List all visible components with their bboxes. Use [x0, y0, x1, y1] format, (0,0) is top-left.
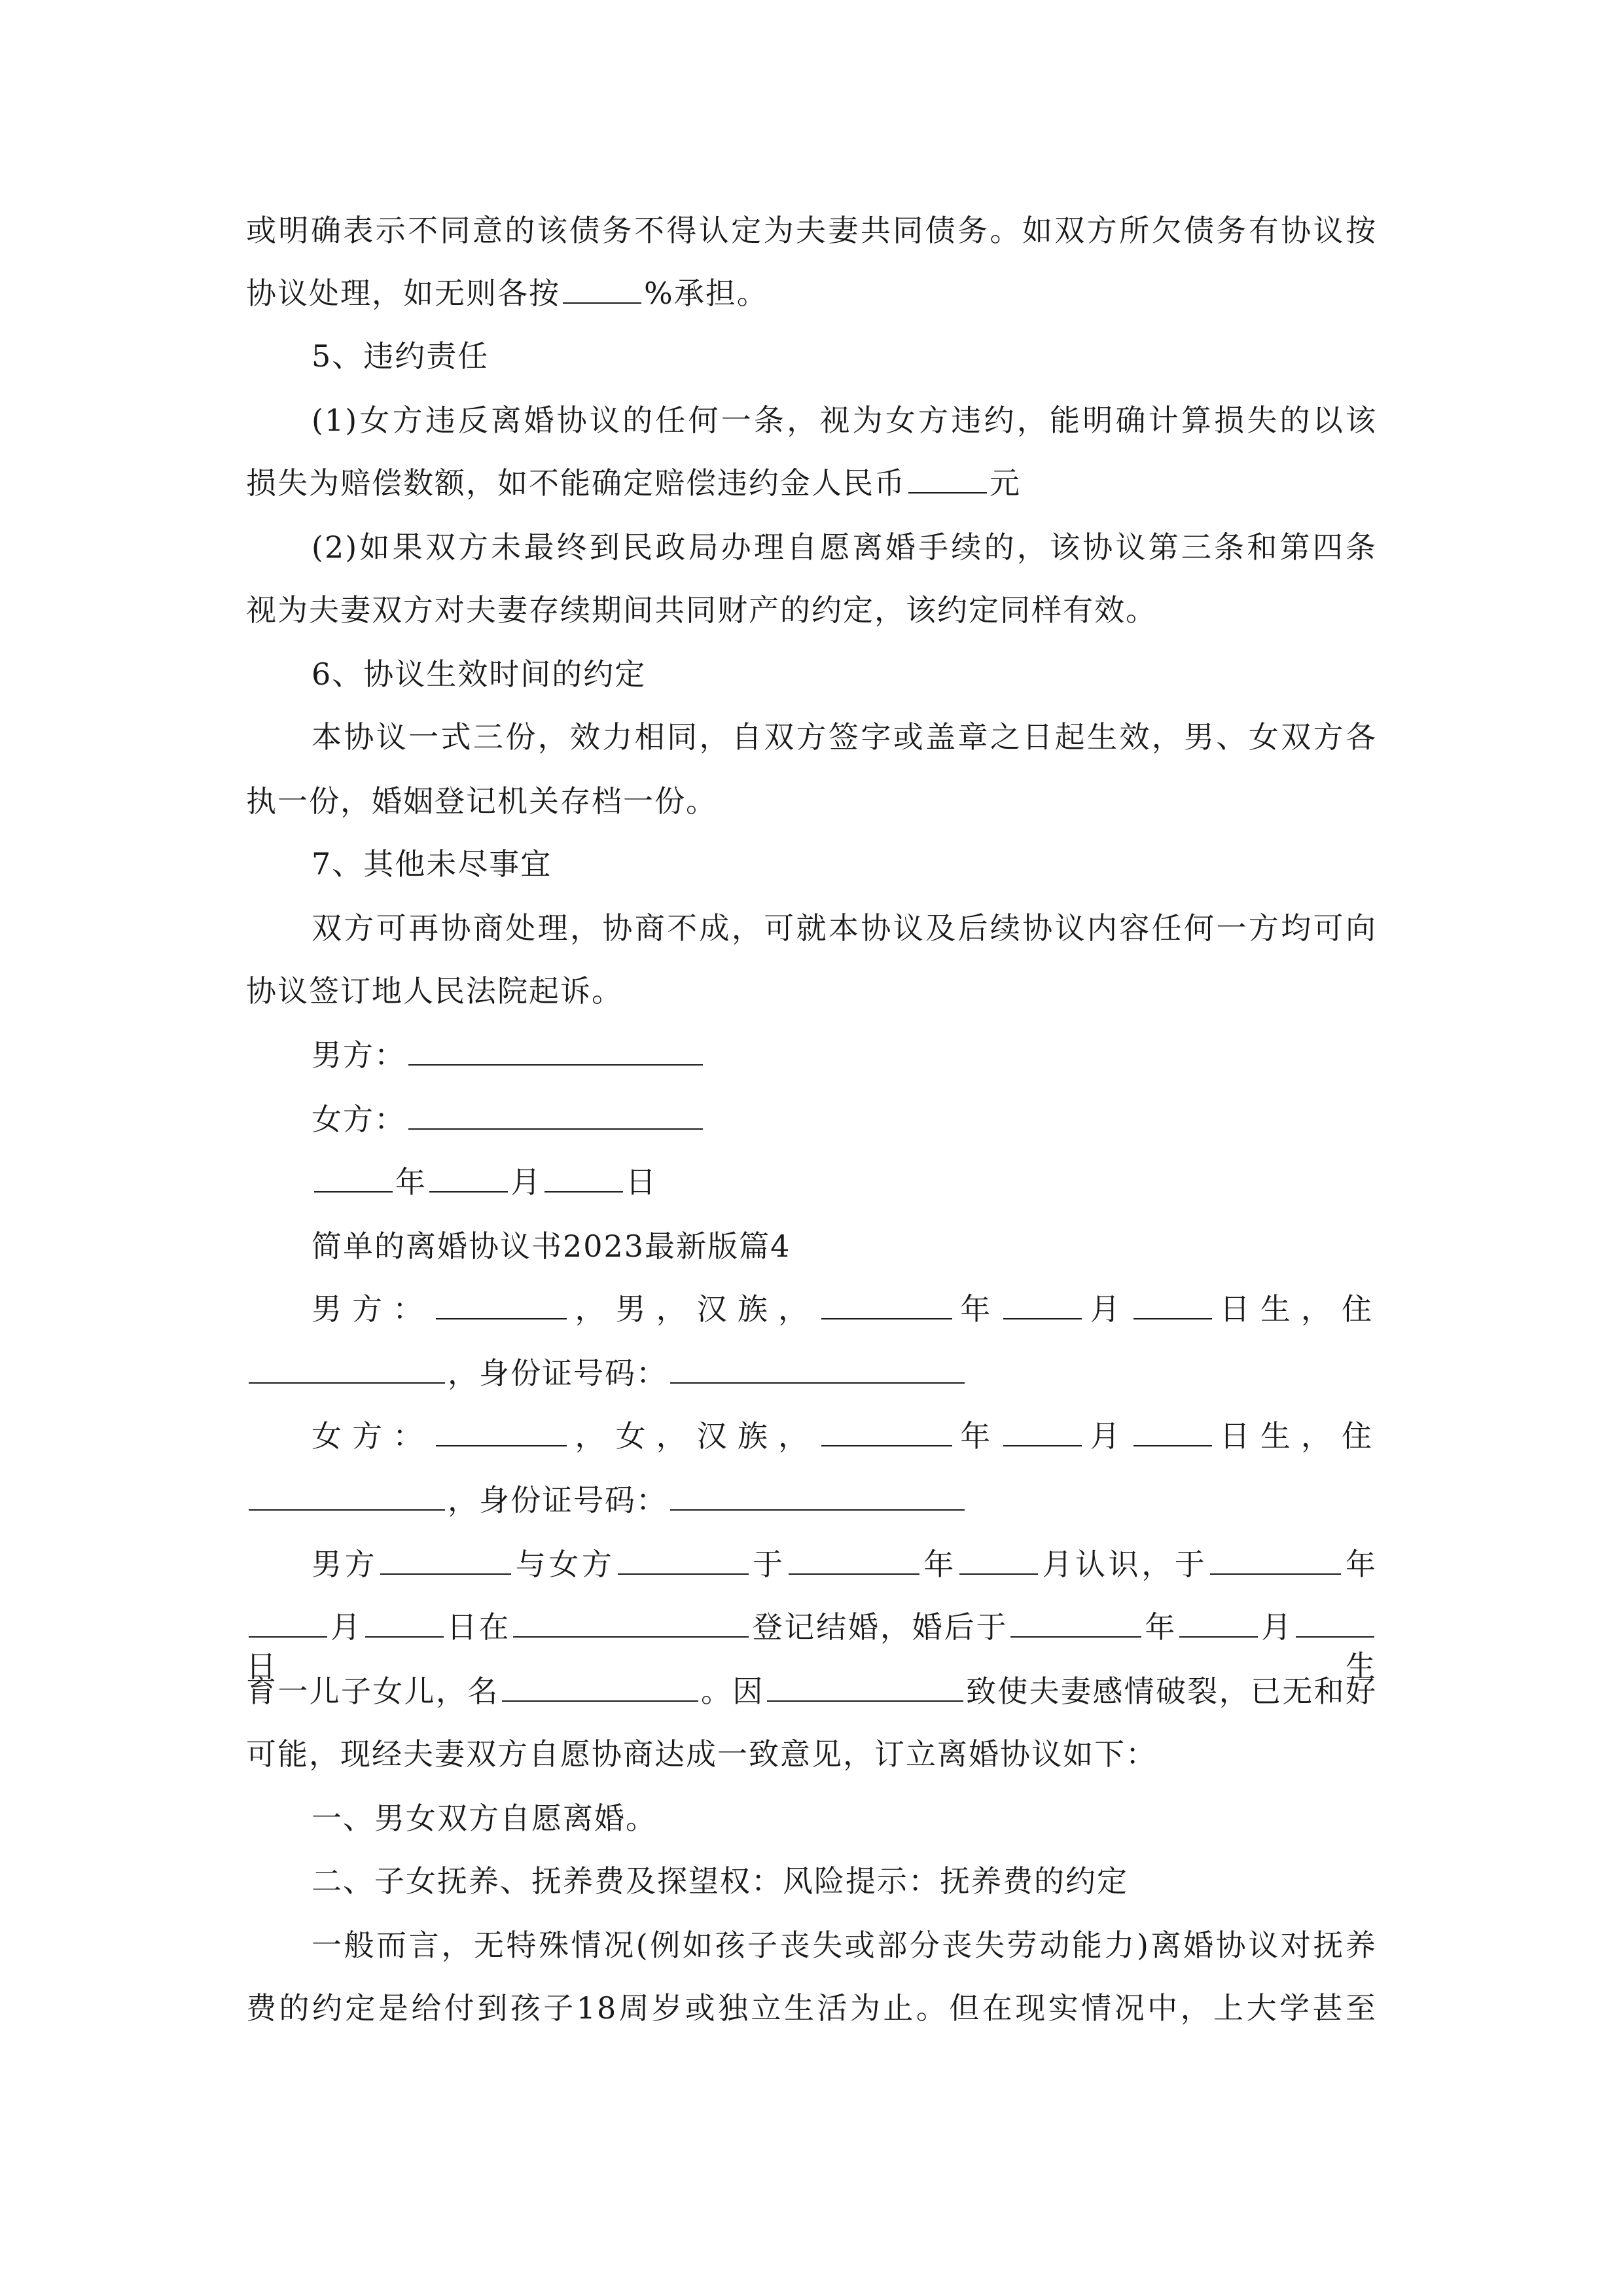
text-run: 元 [990, 465, 1021, 501]
text-run: 本协议一式三份，效力相同，自双方签字或盖章之日起生效，男、女双方各 [312, 719, 1377, 755]
section-title [312, 1227, 791, 1266]
text-run: ，男，汉族， [569, 1291, 819, 1327]
text-run: 视为夫妻双方对夫妻存续期间共同财产的约定，该约定同样有效。 [246, 592, 1157, 628]
text-run: 二、子女抚养、抚养费及探望权：风险提示：抚养费的约定 [312, 1863, 1128, 1899]
fill-blank [1179, 1607, 1258, 1638]
fill-blank [908, 463, 987, 493]
section-heading [312, 336, 489, 376]
text-run: (1)女方违反离婚协议的任何一条，视为女方违约，能明确计算损失的以该 [312, 403, 1377, 438]
text-run: (2)如果双方未最终到民政局办理自愿离婚手续的，该协议第三条和第四条 [312, 529, 1377, 565]
fill-blank [670, 1354, 965, 1384]
paragraph-line [312, 908, 1377, 948]
text-run: 5、违约责任 [312, 338, 490, 374]
fill-blank [249, 1354, 445, 1384]
text-run: 日 [626, 1164, 657, 1200]
text-run: 日生，住 [1214, 1291, 1378, 1327]
text-run: 执一份，婚姻登记机关存档一份。 [246, 783, 717, 819]
paragraph-line [246, 1988, 1377, 2028]
text-run: 月 [1260, 1609, 1294, 1645]
text-run: 一、男女双方自愿离婚。 [312, 1801, 657, 1836]
fill-blank [544, 1162, 623, 1193]
fill-blank [959, 1545, 1038, 1575]
fill-blank [249, 1607, 327, 1638]
fill-blank [618, 1545, 749, 1575]
paragraph-line [246, 590, 1157, 630]
paragraph-line [246, 274, 768, 313]
text-run: 月 [510, 1164, 542, 1200]
fill-blank [1133, 1289, 1212, 1319]
text-run: 双方可再协商处理，协商不成，可就本协议及后续协议内容任何一方均可向 [312, 910, 1377, 946]
text-run: 与女方 [514, 1547, 615, 1582]
fill-blank [314, 1162, 393, 1193]
text-run: ，身份证号码： [448, 1482, 668, 1518]
fill-blank [502, 1672, 698, 1702]
paragraph-line [312, 1799, 657, 1838]
paragraph-line [246, 1672, 1377, 1711]
date-line [312, 1162, 657, 1202]
signature-line-female [312, 1100, 705, 1139]
text-run: 登记结婚，婚后于 [751, 1609, 1008, 1645]
paragraph-line [312, 1289, 1377, 1329]
paragraph-line [246, 1480, 967, 1520]
text-run: 费的约定是给付到孩子18周岁或独立生活为止。但在现实情况中，上大学甚至 [246, 1990, 1377, 2026]
fill-blank [436, 1289, 567, 1319]
text-run: 年 [395, 1164, 427, 1200]
text-run: 7、其他未尽事宜 [312, 846, 552, 882]
text-run: 年 [921, 1547, 957, 1582]
text-run: 男方： [312, 1291, 434, 1327]
paragraph-line [312, 528, 1377, 567]
text-run: 女方： [312, 1418, 434, 1454]
fill-blank [563, 274, 641, 304]
fill-blank [1210, 1545, 1341, 1575]
text-run: 日在 [446, 1609, 511, 1645]
text-run: 日生，住 [1214, 1418, 1378, 1454]
fill-blank [1003, 1416, 1082, 1446]
text-run: 损失为赔偿数额，如不能确定赔偿违约金人民币 [246, 465, 906, 501]
fill-blank [1010, 1607, 1141, 1638]
text-run: 月 [1084, 1418, 1131, 1454]
fill-blank [513, 1607, 749, 1638]
paragraph-line [312, 1926, 1377, 1965]
text-run: 可能，现经夫妻双方自愿协商达成一致意见，订立离婚协议如下： [246, 1736, 1157, 1772]
text-run: 6、协议生效时间的约定 [312, 656, 647, 692]
paragraph-line [312, 401, 1377, 440]
signature-line-male [312, 1035, 705, 1075]
fill-blank [1133, 1416, 1212, 1446]
section-heading [312, 844, 552, 884]
text-run: 年 [1144, 1609, 1177, 1645]
paragraph-line [312, 717, 1377, 757]
text-run: 月 [1084, 1291, 1131, 1327]
text-run: 简单的离婚协议书2023最新版篇4 [312, 1229, 791, 1264]
paragraph-line [246, 1734, 1157, 1774]
fill-blank [408, 1100, 703, 1130]
text-run: 日生 [246, 1649, 1377, 1684]
text-run: 协议签订地人民法院起诉。 [246, 973, 623, 1009]
fill-blank [380, 1545, 511, 1575]
paragraph-line [312, 1416, 1377, 1456]
paragraph-line [312, 1861, 1128, 1901]
paragraph-line [246, 463, 1021, 503]
text-run: 男方 [312, 1547, 378, 1582]
fill-blank [1003, 1289, 1082, 1319]
text-run: 年 [955, 1291, 1001, 1327]
text-run: 月 [330, 1609, 363, 1645]
fill-blank [821, 1416, 952, 1446]
text-run: 于 [751, 1547, 786, 1582]
fill-blank [767, 1672, 963, 1702]
text-run: 育一儿子女儿，名 [246, 1674, 499, 1709]
text-run: 。因 [700, 1674, 764, 1709]
fill-blank [821, 1289, 952, 1319]
text-run: %承担。 [644, 276, 768, 311]
text-run: 或明确表示不同意的该债务不得认定为夫妻共同债务。如双方所欠债务有协议按 [246, 213, 1377, 248]
fill-blank [670, 1480, 965, 1511]
paragraph-line [246, 211, 1377, 250]
text-run: ，女，汉族， [569, 1418, 819, 1454]
fill-blank [436, 1416, 567, 1446]
paragraph-line [246, 1354, 967, 1393]
fill-blank [408, 1035, 703, 1066]
paragraph-line [246, 971, 623, 1011]
text-run: ，身份证号码： [448, 1355, 668, 1391]
section-heading [312, 655, 646, 694]
text-run: 月认识，于 [1040, 1547, 1208, 1582]
text-run: 女方： [312, 1102, 406, 1137]
paragraph-line [246, 781, 717, 821]
text-run: 致使夫妻感情破裂，已无和好 [965, 1674, 1378, 1709]
fill-blank [1296, 1607, 1374, 1638]
text-run: 协议处理，如无则各按 [246, 276, 560, 311]
text-run: 男方： [312, 1037, 406, 1073]
fill-blank [429, 1162, 508, 1193]
paragraph-line [312, 1545, 1377, 1584]
fill-blank [789, 1545, 919, 1575]
fill-blank [365, 1607, 444, 1638]
text-run: 年 [1344, 1547, 1378, 1582]
text-run: 一般而言，无特殊情况(例如孩子丧失或部分丧失劳动能力)离婚协议对抚养 [312, 1928, 1377, 1963]
fill-blank [249, 1480, 445, 1511]
text-run: 年 [955, 1418, 1001, 1454]
